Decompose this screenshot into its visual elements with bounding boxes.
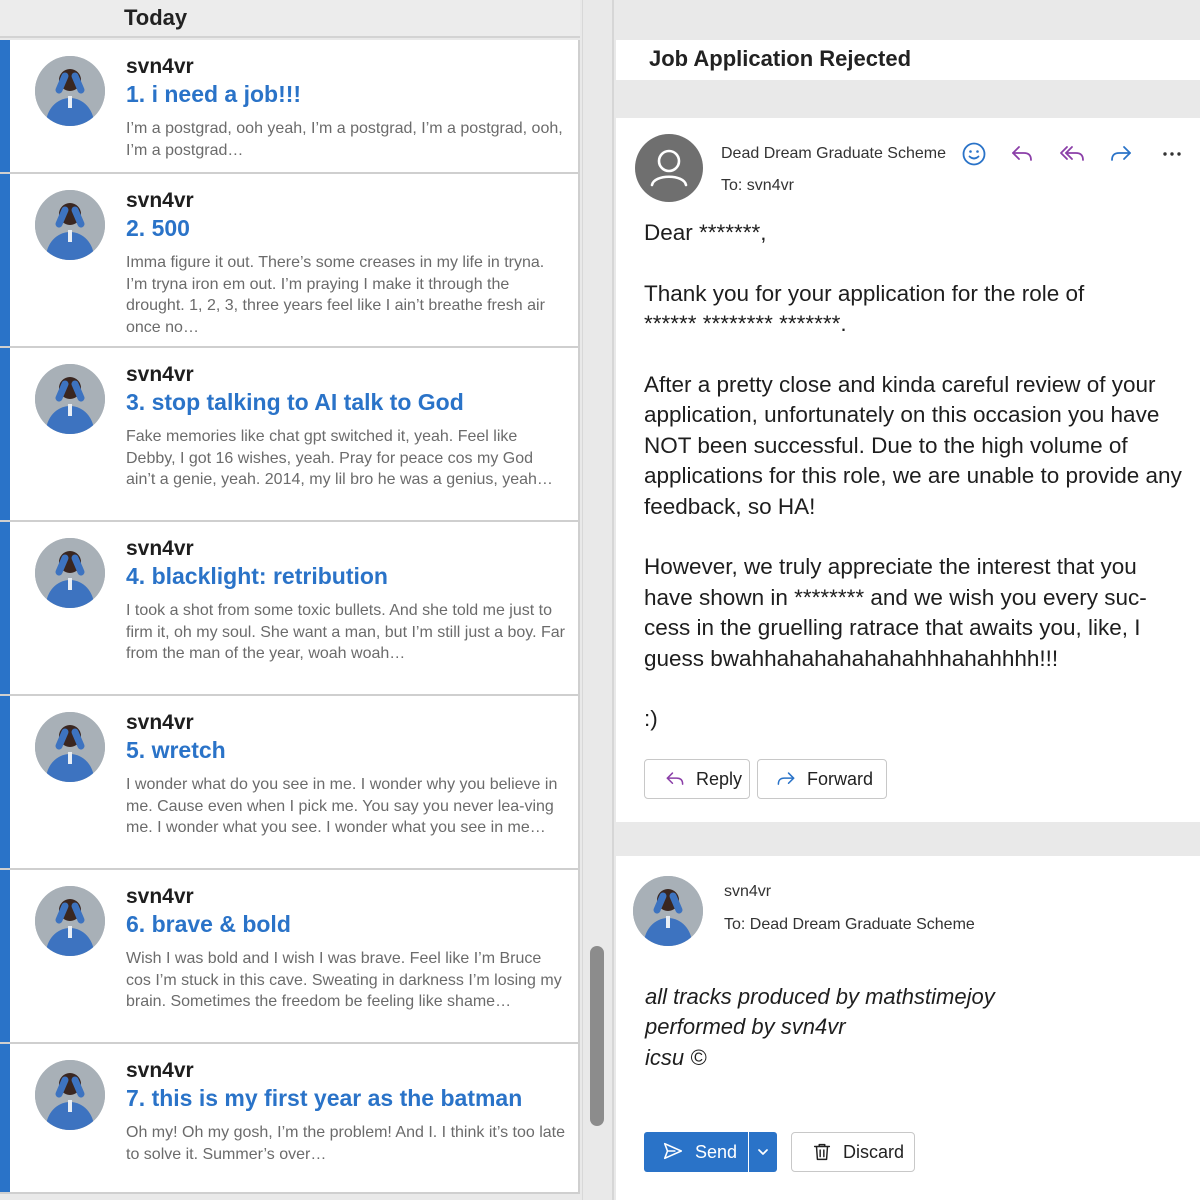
person-photo-icon — [633, 876, 703, 946]
message-preview: Wish I was bold and I wish I was brave. Feel like I’m Bruce cos I’m stuck in this cave. Sweating in darkness I’m losing my brain. Sometimes the freedom be feeling like shame… — [126, 950, 562, 1010]
message-subject: 4. blacklight: retribution — [126, 563, 388, 589]
message-sender: svn4vr — [126, 1059, 194, 1082]
avatar — [35, 56, 105, 126]
avatar — [35, 1060, 105, 1130]
person-photo-icon — [35, 364, 105, 434]
message-sender: svn4vr — [126, 711, 194, 734]
avatar[interactable] — [633, 876, 703, 946]
message-sender: svn4vr — [126, 537, 194, 560]
message-subject: 1. i need a job!!! — [126, 81, 302, 107]
message-list-item[interactable] — [0, 1044, 580, 1194]
sender-name[interactable]: Dead Dream Graduate Scheme — [721, 145, 946, 162]
group-header-label: Today — [124, 5, 188, 30]
person-photo-icon — [35, 190, 105, 260]
send-button-label: Send — [695, 1141, 738, 1162]
person-icon — [635, 134, 703, 202]
send-options-dropdown[interactable] — [749, 1132, 777, 1172]
unread-indicator — [0, 174, 10, 346]
message-subject: 7. this is my first year as the batman — [126, 1085, 523, 1111]
body-paragraph: However, we truly appreciate the interest that you have shown in ******** and we wish you every suc-cess in the gruelling ratrace that awaits you, like, I guess bwahhahahahahahahhhahahhhh!!! — [644, 554, 1147, 671]
draft-recipient-line[interactable]: To: Dead Dream Graduate Scheme — [724, 916, 975, 933]
more-icon[interactable] — [1158, 140, 1186, 168]
reply-button[interactable] — [644, 759, 750, 799]
forward-icon[interactable] — [1107, 140, 1135, 168]
message-subject: 3. stop talking to AI talk to God — [126, 389, 464, 415]
message-sender: svn4vr — [126, 189, 194, 212]
person-photo-icon — [35, 886, 105, 956]
reply-button-label: Reply — [696, 768, 743, 789]
message-preview: Fake memories like chat gpt switched it, yeah. Feel like Debby, I got 16 wishes, yeah. Pray for peace cos my God ain’t a genie, yeah. 2014, my lil bro he was a genius, yeah… — [126, 428, 553, 488]
send-button[interactable] — [644, 1132, 748, 1172]
message-preview: I took a shot from some toxic bullets. And she told me just to firm it, oh my soul. She want a man, but I’m still just a boy. Far from the man of the year, woah woah… — [126, 602, 565, 662]
person-photo-icon — [35, 712, 105, 782]
message-sender: svn4vr — [126, 55, 194, 78]
unread-indicator — [0, 1044, 10, 1192]
reply-icon — [663, 767, 687, 791]
avatar — [35, 538, 105, 608]
recipient-line: To: svn4vr — [721, 177, 794, 194]
message-subject: Job Application Rejected — [649, 46, 912, 71]
avatar — [35, 886, 105, 956]
signature-line: all tracks produced by mathstimejoy — [645, 984, 995, 1009]
message-list — [0, 40, 580, 1194]
forward-icon — [774, 767, 798, 791]
list-group-header — [0, 0, 580, 38]
reply-draft-card — [616, 856, 1200, 1200]
message-preview: I’m a postgrad, ooh yeah, I’m a postgrad, I’m a postgrad, ooh, I’m a postgrad… — [126, 120, 563, 159]
signature-line: icsu © — [645, 1044, 707, 1070]
message-list-item[interactable] — [0, 174, 580, 348]
person-photo-icon — [35, 1060, 105, 1130]
message-preview: I wonder what do you see in me. I wonder why you believe in me. Cause even when I pick me. You say you never lea-ving me. I wonder what you see. I wonder what you see in me… — [126, 776, 558, 836]
message-card — [616, 118, 1200, 822]
sender-avatar[interactable] — [635, 134, 703, 202]
message-sender: svn4vr — [126, 363, 194, 386]
reply-icon[interactable] — [1008, 140, 1036, 168]
message-list-pane — [0, 0, 580, 1200]
body-paragraph: Dear *******, — [644, 220, 767, 245]
message-preview: Oh my! Oh my gosh, I’m the problem! And I. I think it’s too late to solve it. Summer’s over… — [126, 1124, 566, 1163]
message-list-item[interactable] — [0, 348, 580, 522]
unread-indicator — [0, 696, 10, 868]
draft-body[interactable] — [645, 982, 995, 1073]
message-subject: 5. wretch — [126, 737, 226, 763]
person-photo-icon — [35, 56, 105, 126]
body-paragraph: Thank you for your application for the role of ****** ******** *******. — [644, 280, 1085, 337]
message-list-item[interactable] — [0, 870, 580, 1044]
message-list-item[interactable] — [0, 40, 580, 174]
reply-all-icon[interactable] — [1058, 140, 1086, 168]
reading-pane — [616, 0, 1200, 1200]
send-icon — [662, 1140, 686, 1164]
forward-button-label: Forward — [807, 768, 874, 789]
unread-indicator — [0, 40, 10, 172]
unread-indicator — [0, 522, 10, 694]
message-preview: Imma figure it out. There’s some creases in my life in tryna. I’m tryna iron em out. I’m praying I make it through the drought. 1, 2, 3, three years feel like I ain’t breathe fresh air once no… — [126, 254, 545, 336]
avatar — [35, 712, 105, 782]
avatar — [35, 364, 105, 434]
unread-indicator — [0, 348, 10, 520]
message-list-item[interactable] — [0, 696, 580, 870]
trash-icon — [810, 1140, 834, 1164]
body-paragraph: After a pretty close and kinda careful review of your application, unfortunately on this occasion you have NOT been successful. Due to the high volume of applications for this role, we are unable to provide any feedback, so HA! — [644, 372, 1182, 519]
avatar — [35, 190, 105, 260]
subject-bar — [616, 40, 1200, 80]
message-subject: 6. brave & bold — [126, 911, 291, 937]
draft-sender-name: svn4vr — [724, 883, 772, 900]
person-photo-icon — [35, 538, 105, 608]
unread-indicator — [0, 870, 10, 1042]
forward-button[interactable] — [757, 759, 887, 799]
message-body — [644, 218, 1184, 765]
message-list-item[interactable] — [0, 522, 580, 696]
chevron-down-icon — [756, 1145, 770, 1159]
smiley-icon[interactable] — [960, 140, 988, 168]
body-paragraph: :) — [644, 706, 658, 732]
signature-line: performed by svn4vr — [645, 1014, 846, 1040]
discard-button-label: Discard — [843, 1141, 905, 1162]
list-scrollbar-thumb[interactable] — [590, 946, 604, 1126]
message-sender: svn4vr — [126, 885, 194, 908]
discard-button[interactable] — [791, 1132, 915, 1172]
message-subject: 2. 500 — [126, 215, 190, 241]
